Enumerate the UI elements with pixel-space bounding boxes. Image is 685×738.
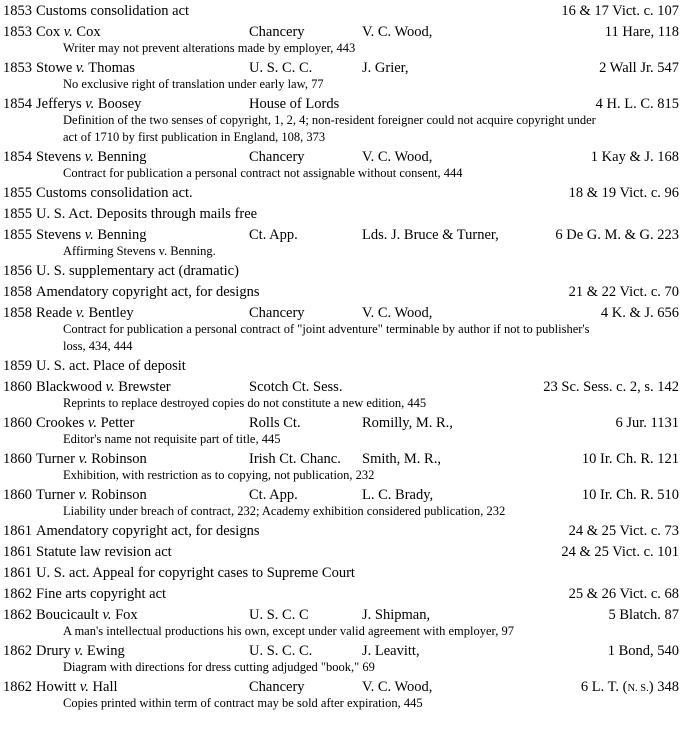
entry-title: [36, 147, 147, 168]
citation-series: N. S.: [627, 683, 649, 694]
case-versus: v.: [79, 679, 89, 695]
citation-main: 6 L. T. (: [580, 679, 628, 695]
entry-court: Chancery: [249, 24, 305, 40]
entry-title: [36, 485, 147, 506]
case-plaintiff: Reade: [36, 305, 73, 321]
case-plaintiff: Boucicault: [36, 607, 99, 623]
entry-title: [36, 225, 147, 246]
entry-citation: 24 & 25 Vict. c. 101: [561, 544, 679, 560]
entry-judge: V. C. Wood,: [362, 305, 433, 321]
entry-line: [0, 225, 685, 246]
case-plaintiff: Stevens: [36, 149, 82, 165]
entry-judge: Lds. J. Bruce & Turner,: [362, 227, 499, 243]
case-plaintiff: Turner: [36, 487, 75, 503]
entry-note: Affirming Stevens v. Benning.: [63, 244, 216, 258]
entry-title: [36, 677, 118, 698]
entry-title: Amendatory copyright act, for designs: [36, 284, 260, 300]
table-entry: [0, 282, 685, 303]
case-versus: v.: [78, 451, 88, 467]
entry-citation: 10 Ir. Ch. R. 121: [581, 451, 679, 467]
entry-line: [0, 641, 685, 662]
entry-citation: 18 & 19 Vict. c. 96: [568, 185, 679, 201]
entry-court: U. S. C. C.: [249, 643, 313, 659]
entry-year: 1859: [3, 358, 32, 374]
case-plaintiff: Crookes: [36, 415, 85, 431]
entry-citation: 16 & 17 Vict. c. 107: [561, 3, 679, 19]
case-plaintiff: Turner: [36, 451, 75, 467]
case-plaintiff: Jefferys: [36, 96, 82, 112]
entry-note: Definition of the two senses of copyright, 1, 2, 4; non-resident foreigner could not acquire copyright under act of 1710 by first publication in England, 108, 373: [63, 113, 596, 144]
entry-note: Exhibition, with restriction as to copying, not publication, 232: [63, 468, 375, 482]
table-entry: [0, 677, 685, 712]
entry-citation: [581, 677, 679, 699]
table-entry: [0, 183, 685, 204]
entry-citation: 5 Blatch. 87: [608, 607, 679, 623]
entry-title: [36, 94, 141, 115]
entry-note: Editor's name not requisite part of title, 445: [63, 432, 281, 446]
table-entry: [0, 22, 685, 57]
case-plaintiff: Cox: [36, 24, 61, 40]
entry-judge: J. Leavitt,: [362, 643, 420, 659]
entry-year: 1861: [3, 565, 32, 581]
entry-judge: J. Grier,: [362, 60, 409, 76]
table-entry: [0, 303, 685, 355]
entry-citation: 10 Ir. Ch. R. 510: [581, 487, 679, 503]
entry-year: 1862: [3, 679, 32, 695]
entry-line: [0, 261, 685, 282]
entry-note: Contract for publication a personal contract of "joint adventure" terminable by author if not to publisher's loss, 434, 444: [63, 322, 590, 353]
entry-line: [0, 413, 685, 434]
case-defendant: Boosey: [97, 96, 142, 112]
entry-line: [0, 204, 685, 225]
case-defendant: Hall: [92, 679, 118, 695]
entry-title: [36, 22, 101, 43]
case-versus: v.: [75, 60, 85, 76]
entry-line: [0, 605, 685, 626]
entry-year: 1853: [3, 24, 32, 40]
entry-year: 1860: [3, 487, 32, 503]
case-versus: v.: [84, 149, 94, 165]
table-entry: [0, 485, 685, 520]
entry-year: 1858: [3, 284, 32, 300]
entry-year: 1862: [3, 643, 32, 659]
case-defendant: Petter: [100, 415, 135, 431]
entry-year: 1861: [3, 544, 32, 560]
entry-line: [0, 22, 685, 43]
entry-line: [0, 485, 685, 506]
entry-court: Ct. App.: [249, 227, 298, 243]
entry-judge: V. C. Wood,: [362, 24, 433, 40]
entry-year: 1856: [3, 263, 32, 279]
case-plaintiff: Blackwood: [36, 379, 103, 395]
entry-citation: 4 K. & J. 656: [600, 305, 679, 321]
entry-year: 1860: [3, 379, 32, 395]
case-plaintiff: Stevens: [36, 227, 82, 243]
entry-judge: J. Shipman,: [362, 607, 431, 623]
case-defendant: Benning: [97, 149, 147, 165]
entry-line: [0, 584, 685, 605]
table-entry: [0, 356, 685, 377]
entry-line: [0, 449, 685, 470]
entry-citation: 4 H. L. C. 815: [595, 96, 679, 112]
entry-year: 1860: [3, 415, 32, 431]
table-entry: [0, 58, 685, 93]
table-entry: [0, 147, 685, 182]
entry-citation: 24 & 25 Vict. c. 73: [568, 523, 679, 539]
entry-citation: 23 Sc. Sess. c. 2, s. 142: [543, 379, 679, 395]
entry-year: 1854: [3, 149, 32, 165]
entry-court: Ct. App.: [249, 487, 298, 503]
entry-year: 1853: [3, 60, 32, 76]
entry-court: Rolls Ct.: [249, 415, 301, 431]
entry-title: Fine arts copyright act: [36, 586, 167, 602]
case-versus: v.: [85, 96, 95, 112]
table-entry: [0, 94, 685, 146]
entry-line: [0, 677, 685, 698]
citation-end: ) 348: [648, 679, 679, 695]
entry-citation: 6 Jur. 1131: [615, 415, 679, 431]
entry-year: 1862: [3, 586, 32, 602]
table-entry: [0, 377, 685, 412]
case-plaintiff: Stowe: [36, 60, 73, 76]
entry-judge: Romilly, M. R.,: [362, 415, 453, 431]
case-defendant: Ewing: [86, 643, 125, 659]
case-plaintiff: Howitt: [36, 679, 77, 695]
entry-title: [36, 605, 138, 626]
case-defendant: Brewster: [118, 379, 171, 395]
entry-court: House of Lords: [249, 96, 340, 112]
entry-line: [0, 542, 685, 563]
entry-title: Customs consolidation act: [36, 3, 190, 19]
entry-judge: V. C. Wood,: [362, 679, 433, 695]
case-versus: v.: [87, 415, 97, 431]
entry-title: U. S. Act. Deposits through mails free: [36, 206, 258, 222]
entry-year: 1854: [3, 96, 32, 112]
table-entry: [0, 225, 685, 260]
case-defendant: Robinson: [91, 487, 147, 503]
entry-note: Copies printed within term of contract may be sold after expiration, 445: [63, 696, 423, 710]
entry-year: 1862: [3, 607, 32, 623]
entry-title: U. S. supplementary act (dramatic): [36, 263, 239, 279]
entry-citation: 25 & 26 Vict. c. 68: [568, 586, 679, 602]
entry-court: U. S. C. C.: [249, 60, 313, 76]
entry-court: Scotch Ct. Sess.: [249, 379, 343, 395]
entry-title: [36, 303, 134, 324]
table-entry: [0, 584, 685, 605]
entry-title: U. S. act. Appeal for copyright cases to Supreme Court: [36, 565, 355, 581]
entry-court: Chancery: [249, 679, 305, 695]
case-plaintiff: Drury: [36, 643, 71, 659]
table-entry: [0, 641, 685, 676]
case-defendant: Fox: [115, 607, 138, 623]
entry-citation: 11 Hare, 118: [604, 24, 679, 40]
entry-title: [36, 449, 147, 470]
case-versus: v.: [102, 607, 112, 623]
entry-year: 1855: [3, 227, 32, 243]
entry-note: No exclusive right of translation under early law, 77: [63, 77, 324, 91]
entry-judge: L. C. Brady,: [362, 487, 434, 503]
case-defendant: Bentley: [88, 305, 134, 321]
table-entry: [0, 261, 685, 282]
entry-line: [0, 303, 685, 324]
entry-year: 1855: [3, 185, 32, 201]
entry-title: [36, 377, 171, 398]
entry-note: Diagram with directions for dress cutting adjudged "book," 69: [63, 660, 375, 674]
entry-citation: 6 De G. M. & G. 223: [555, 227, 679, 243]
entry-court: U. S. C. C: [249, 607, 309, 623]
entry-line: [0, 147, 685, 168]
entry-line: [0, 1, 685, 22]
case-defendant: Thomas: [88, 60, 135, 76]
entry-line: [0, 94, 685, 115]
entry-year: 1855: [3, 206, 32, 222]
table-entry: [0, 605, 685, 640]
entry-citation: 1 Bond, 540: [607, 643, 679, 659]
entry-note: Reprints to replace destroyed copies do not constitute a new edition, 445: [63, 396, 427, 410]
entry-title: Customs consolidation act.: [36, 185, 193, 201]
entry-line: [0, 183, 685, 204]
entry-line: [0, 58, 685, 79]
entry-title: [36, 58, 135, 79]
entry-title: Statute law revision act: [36, 544, 172, 560]
entry-line: [0, 521, 685, 542]
entry-title: U. S. act. Place of deposit: [36, 358, 186, 374]
entry-line: [0, 282, 685, 303]
entry-line: [0, 356, 685, 377]
entry-year: 1861: [3, 523, 32, 539]
table-entry: [0, 542, 685, 563]
entry-note: A man's intellectual productions his own, except under valid agreement with employer, 97: [63, 624, 514, 638]
table-entry: [0, 449, 685, 484]
entry-judge: V. C. Wood,: [362, 149, 433, 165]
entry-title: Amendatory copyright act, for designs: [36, 523, 260, 539]
case-versus: v.: [63, 24, 73, 40]
entry-court: Chancery: [249, 305, 305, 321]
case-defendant: Robinson: [91, 451, 147, 467]
case-versus: v.: [78, 487, 88, 503]
entry-line: [0, 563, 685, 584]
entry-year: 1858: [3, 305, 32, 321]
table-entry: [0, 413, 685, 448]
case-defendant: Benning: [97, 227, 147, 243]
entry-note: Writer may not prevent alterations made by employer, 443: [63, 41, 356, 55]
entry-year: 1860: [3, 451, 32, 467]
table-entry: [0, 521, 685, 542]
case-versus: v.: [105, 379, 115, 395]
case-versus: v.: [84, 227, 94, 243]
case-defendant: Cox: [76, 24, 101, 40]
table-entry: [0, 563, 685, 584]
entry-citation: 21 & 22 Vict. c. 70: [568, 284, 679, 300]
table-entry: [0, 204, 685, 225]
table-entry: [0, 1, 685, 22]
case-versus: v.: [75, 305, 85, 321]
entry-title: [36, 641, 125, 662]
entry-year: 1853: [3, 3, 32, 19]
entry-court: Chancery: [249, 149, 305, 165]
entry-title: [36, 413, 134, 434]
entry-note: Contract for publication a personal contract not assignable without consent, 444: [63, 166, 463, 180]
entry-citation: 2 Wall Jr. 547: [599, 60, 679, 76]
entry-note: Liability under breach of contract, 232; Academy exhibition considered publication, 232: [63, 504, 506, 518]
entry-court: Irish Ct. Chanc.: [249, 451, 341, 467]
entry-citation: 1 Kay & J. 168: [590, 149, 679, 165]
case-versus: v.: [74, 643, 84, 659]
entry-judge: Smith, M. R.,: [362, 451, 441, 467]
entry-line: [0, 377, 685, 398]
